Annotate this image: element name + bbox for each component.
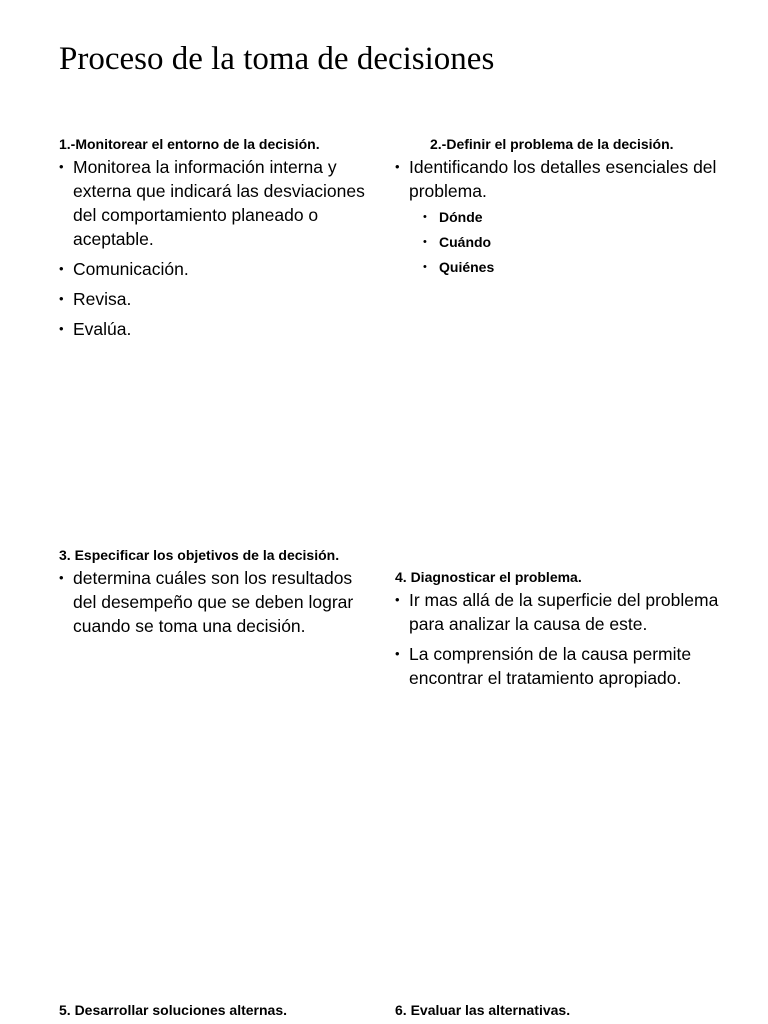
- bullet-list: [395, 588, 725, 690]
- bullet-icon: •: [423, 261, 427, 273]
- bullet-text: La comprensión de la causa permite encontrar el tratamiento apropiado.: [409, 644, 692, 688]
- bullet-list: [59, 566, 359, 638]
- bullet-list: [59, 155, 389, 341]
- bullet-icon: •: [59, 261, 64, 276]
- section-diagnosticar: [395, 567, 725, 690]
- sub-list-item: [423, 255, 735, 280]
- bullet-text: Evalúa.: [73, 319, 132, 339]
- sub-list-item: [423, 205, 735, 230]
- section-evaluar: [395, 1000, 725, 1021]
- bullet-list: [395, 155, 735, 280]
- list-item: [59, 155, 389, 251]
- section-heading: 2.-Definir el problema de la decisión.: [430, 136, 674, 152]
- section-heading: 3. Especificar los objetivos de la decisión.: [59, 547, 340, 563]
- bullet-text: Monitorea la información interna y externa que indicará las desviaciones del comportamiento planeado o aceptable.: [73, 157, 365, 249]
- bullet-text: Identificando los detalles esenciales del problema.: [409, 157, 717, 201]
- sub-bullet-text: Cuándo: [439, 234, 492, 250]
- bullet-icon: •: [395, 159, 400, 174]
- list-item: [59, 317, 389, 341]
- section-heading: 1.-Monitorear el entorno de la decisión.: [59, 136, 320, 152]
- section-soluciones: [59, 1000, 389, 1021]
- sub-bullet-text: Quiénes: [439, 259, 495, 275]
- bullet-icon: •: [59, 570, 64, 585]
- bullet-text: determina cuáles son los resultados del desempeño que se deben lograr cuando se toma una decisión.: [73, 568, 354, 636]
- section-objetivos: [59, 545, 359, 638]
- section-heading: 4. Diagnosticar el problema.: [395, 569, 582, 585]
- section-monitorear: [59, 134, 389, 341]
- bullet-text: Comunicación.: [73, 259, 189, 279]
- bullet-icon: •: [395, 646, 400, 661]
- list-item: [59, 287, 389, 311]
- bullet-icon: •: [423, 211, 427, 223]
- bullet-icon: •: [59, 159, 64, 174]
- list-item: [395, 155, 735, 280]
- bullet-text: Ir mas allá de la superficie del problema para analizar la causa de este.: [409, 590, 719, 634]
- section-definir: [395, 134, 735, 280]
- bullet-text: Revisa.: [73, 289, 132, 309]
- sub-bullet-text: Dónde: [439, 209, 483, 225]
- section-heading: 6. Evaluar las alternativas.: [395, 1002, 571, 1018]
- list-item: [59, 566, 359, 638]
- page-title: Proceso de la toma de decisiones: [59, 41, 495, 77]
- bullet-icon: •: [59, 321, 64, 336]
- sub-list-item: [423, 230, 735, 255]
- list-item: [59, 257, 389, 281]
- list-item: [395, 642, 725, 690]
- list-item: [395, 588, 725, 636]
- sub-bullet-list: [409, 205, 735, 280]
- bullet-icon: •: [395, 592, 400, 607]
- bullet-icon: •: [59, 291, 64, 306]
- bullet-icon: •: [423, 236, 427, 248]
- section-heading: 5. Desarrollar soluciones alternas.: [59, 1002, 287, 1018]
